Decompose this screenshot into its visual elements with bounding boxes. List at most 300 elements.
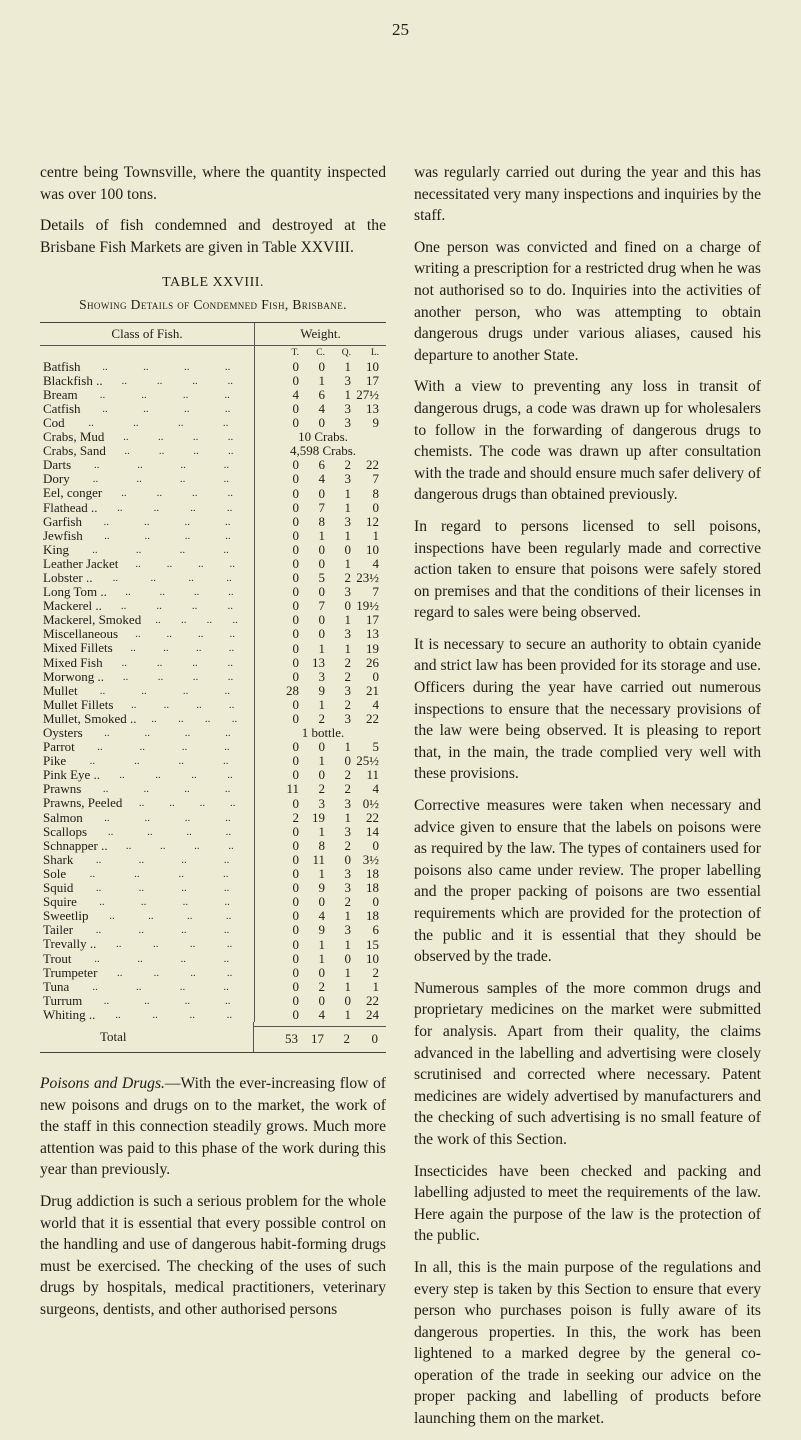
weight-cwt: 6 bbox=[318, 457, 325, 473]
leader-dot: .. bbox=[143, 402, 149, 415]
leader-dot: .. bbox=[121, 656, 128, 669]
leader-dot: .. bbox=[182, 684, 189, 697]
leader-dot: .. bbox=[139, 741, 145, 754]
weight-tons: 0 bbox=[292, 696, 299, 712]
fish-row bbox=[40, 952, 254, 966]
leader-dot: .. bbox=[223, 755, 229, 768]
weight-quarters: 1 bbox=[344, 936, 351, 952]
leader-dot: .. bbox=[104, 811, 110, 824]
leader-dot: .. bbox=[119, 769, 125, 782]
leader-dot: .. bbox=[166, 557, 173, 570]
leader-dot: .. bbox=[231, 712, 238, 725]
leader-dot: .. bbox=[230, 797, 236, 810]
leader-dot: .. bbox=[144, 811, 150, 824]
leader-dot: .. bbox=[188, 571, 194, 584]
fish-row bbox=[40, 472, 254, 486]
fish-name: Dory bbox=[43, 471, 70, 487]
leader-dot: .. bbox=[178, 712, 184, 725]
leader-dot: .. bbox=[144, 529, 150, 542]
leader-dot: .. bbox=[227, 445, 234, 458]
weight-lbs: 5 bbox=[372, 739, 379, 755]
fish-row bbox=[40, 501, 254, 515]
leader-dot: .. bbox=[227, 769, 233, 782]
weight-quarters: 0 bbox=[344, 950, 351, 966]
leader-dot: .. bbox=[194, 839, 200, 852]
leader-dot: .. bbox=[122, 670, 129, 683]
weight-tons: 2 bbox=[292, 809, 299, 825]
leader-dot: .. bbox=[224, 402, 231, 415]
weight-tons: 0 bbox=[292, 527, 299, 543]
weight-row bbox=[255, 867, 386, 881]
weight-tons: 0 bbox=[292, 753, 299, 769]
weight-cwt: 2 bbox=[318, 978, 325, 994]
leader-dot: .. bbox=[224, 896, 230, 909]
weight-row bbox=[255, 712, 386, 726]
fish-name: Trumpeter bbox=[43, 964, 98, 980]
weight-lbs: 26 bbox=[366, 654, 379, 670]
weight-quarters: 1 bbox=[344, 358, 351, 374]
weight-tons: 0 bbox=[292, 767, 299, 783]
leader-dot: .. bbox=[226, 1008, 233, 1021]
leader-dot: .. bbox=[143, 360, 149, 373]
fish-name: Sweetlip bbox=[43, 908, 89, 924]
fish-name: Prawns, Peeled bbox=[43, 795, 123, 811]
leader-dot: .. bbox=[120, 600, 127, 613]
weight-quarters: 0 bbox=[344, 753, 351, 769]
fish-row bbox=[40, 698, 254, 712]
weight-tons: 0 bbox=[292, 711, 299, 726]
weight-row bbox=[255, 458, 386, 472]
weight-lbs: 1 bbox=[372, 527, 379, 543]
leader-dot: .. bbox=[227, 600, 233, 613]
fish-row bbox=[40, 402, 254, 416]
leader-dots bbox=[145, 613, 248, 627]
weight-lbs: 18 bbox=[366, 880, 379, 896]
leader-dot: .. bbox=[227, 656, 234, 669]
weight-units-row bbox=[255, 346, 386, 360]
condemned-fish-table bbox=[40, 322, 386, 1054]
weight-lbs: 21 bbox=[366, 682, 379, 698]
leader-dot: .. bbox=[148, 910, 154, 923]
fish-row bbox=[40, 923, 254, 937]
weight-cwt: 0 bbox=[318, 358, 325, 374]
leader-dot: .. bbox=[191, 600, 198, 613]
weight-cwt: 1 bbox=[318, 753, 325, 769]
weight-note: 1 bottle. bbox=[301, 725, 345, 741]
weight-row bbox=[255, 416, 386, 430]
weight-tons: 0 bbox=[292, 555, 299, 571]
weight-quarters: 1 bbox=[344, 978, 351, 994]
fish-name: Jewfish bbox=[43, 527, 83, 543]
weight-quarters: 1 bbox=[344, 555, 351, 571]
total-lbs: 0 bbox=[371, 1031, 378, 1047]
leader-dots bbox=[91, 825, 248, 839]
fish-row bbox=[40, 966, 254, 980]
leader-dots bbox=[86, 994, 248, 1008]
weight-tons: 0 bbox=[292, 372, 299, 388]
fish-row bbox=[40, 458, 254, 472]
leader-dots bbox=[87, 811, 248, 825]
weight-tons: 0 bbox=[292, 598, 299, 614]
section-heading: Poisons and Drugs. bbox=[40, 1075, 165, 1093]
weight-quarters: 2 bbox=[344, 668, 351, 684]
fish-name: Turrum bbox=[43, 992, 83, 1008]
weight-tons: 4 bbox=[292, 386, 299, 402]
leader-dot: .. bbox=[163, 642, 169, 655]
table-subtitle: Showing Details of Condemned Fish, Brisbane. bbox=[79, 296, 347, 312]
leader-dot: .. bbox=[224, 684, 230, 697]
fish-name: Mixed Fish bbox=[43, 654, 103, 670]
leader-dots bbox=[100, 937, 248, 951]
leader-dot: .. bbox=[141, 684, 147, 697]
fish-name: Shark bbox=[43, 851, 74, 867]
weight-tons: 0 bbox=[292, 668, 299, 684]
fish-name: Batfish bbox=[43, 358, 81, 374]
leader-dot: .. bbox=[94, 459, 100, 472]
weight-quarters: 3 bbox=[344, 415, 351, 431]
weight-lbs: 22 bbox=[366, 992, 379, 1008]
weight-cwt: 1 bbox=[318, 527, 325, 543]
weight-quarters: 1 bbox=[344, 809, 351, 825]
weight-tons: 11 bbox=[286, 781, 299, 797]
leader-dots bbox=[70, 754, 248, 768]
weight-cwt: 1 bbox=[318, 372, 325, 388]
weight-lbs: 22 bbox=[366, 457, 379, 473]
weight-row bbox=[255, 599, 386, 613]
fish-row bbox=[40, 768, 254, 782]
fish-row bbox=[40, 825, 254, 839]
fish-row bbox=[40, 712, 254, 726]
leader-dot: .. bbox=[226, 571, 232, 584]
fish-name: Pink Eye .. bbox=[43, 767, 101, 783]
fish-name: Darts bbox=[43, 457, 72, 473]
leader-dot: .. bbox=[226, 966, 233, 979]
weight-quarters: 3 bbox=[344, 372, 351, 388]
fish-row bbox=[40, 980, 254, 994]
leader-dots bbox=[79, 740, 248, 754]
poisons-paragraph bbox=[40, 1073, 386, 1181]
fish-name: Scallops bbox=[43, 823, 88, 839]
weight-quarters: 2 bbox=[344, 654, 351, 670]
fish-name: Trout bbox=[43, 950, 72, 966]
weight-lbs: 0 bbox=[372, 499, 379, 515]
weight-cwt: 4 bbox=[318, 471, 325, 487]
weight-row bbox=[255, 515, 386, 529]
weight-tons: 0 bbox=[292, 541, 299, 557]
weight-note: 10 Crabs. bbox=[298, 429, 348, 445]
weight-lbs: 23½ bbox=[356, 570, 379, 586]
weight-quarters: 3 bbox=[344, 584, 351, 600]
leader-dot: .. bbox=[124, 445, 130, 458]
fish-name: Catfish bbox=[43, 400, 81, 416]
weight-cwt: 1 bbox=[318, 950, 325, 966]
fish-row bbox=[40, 909, 254, 923]
leader-dots bbox=[102, 501, 248, 515]
weight-quarters: 2 bbox=[344, 767, 351, 783]
weight-tons: 0 bbox=[292, 485, 299, 501]
leader-dot: .. bbox=[198, 628, 204, 641]
weight-lbs: 10 bbox=[366, 541, 379, 557]
weight-cwt: 4 bbox=[318, 400, 325, 416]
weight-row bbox=[255, 402, 386, 416]
leader-dot: .. bbox=[190, 966, 196, 979]
leader-dot: .. bbox=[95, 853, 102, 866]
weight-cwt: 0 bbox=[318, 485, 325, 501]
leader-dot: .. bbox=[184, 811, 191, 824]
leader-dots bbox=[122, 557, 248, 571]
weight-cwt: 1 bbox=[318, 696, 325, 712]
weight-row bbox=[255, 980, 386, 994]
leader-dots bbox=[117, 698, 248, 712]
weight-cwt: 7 bbox=[318, 598, 325, 614]
weight-row bbox=[255, 909, 386, 923]
leader-dots bbox=[107, 374, 248, 388]
weight-tons: 0 bbox=[292, 584, 299, 600]
fish-row bbox=[40, 557, 254, 571]
leader-dots bbox=[96, 571, 248, 585]
body-paragraph: In regard to persons licensed to sell poisons, inspections have been regularly made and corrective action taken to ensure that poisons were safely stored on premises and that the conditions of their licenses in regard to sales were being observed. bbox=[414, 517, 761, 622]
weight-lbs: 18 bbox=[366, 908, 379, 924]
weight-tons: 0 bbox=[292, 950, 299, 966]
leader-dots bbox=[69, 416, 248, 430]
weight-row bbox=[255, 557, 386, 571]
fish-name: Bream bbox=[43, 386, 78, 402]
weight-tons: 0 bbox=[292, 823, 299, 839]
fish-row bbox=[40, 543, 254, 557]
leader-dot: .. bbox=[177, 416, 184, 429]
leader-dots bbox=[112, 839, 248, 853]
weight-row bbox=[255, 839, 386, 853]
fish-name: Tailer bbox=[43, 922, 74, 938]
weight-lbs: 0½ bbox=[362, 795, 379, 811]
weight-quarters: 1 bbox=[344, 612, 351, 628]
intro-paragraph: centre being Townsville, where the quantity inspected was over 100 tons. bbox=[40, 164, 386, 203]
fish-name: Tuna bbox=[43, 978, 70, 994]
leader-dot: .. bbox=[178, 755, 185, 768]
weight-cwt: 1 bbox=[318, 866, 325, 882]
leader-dots bbox=[77, 923, 248, 937]
leader-dot: .. bbox=[99, 388, 106, 401]
leader-dot: .. bbox=[138, 853, 145, 866]
fish-row bbox=[40, 360, 254, 374]
leader-dot: .. bbox=[103, 515, 109, 528]
weight-row bbox=[255, 782, 386, 796]
leader-dot: .. bbox=[182, 896, 189, 909]
weight-lbs: 7 bbox=[372, 471, 379, 487]
weight-quarters: 3 bbox=[344, 823, 351, 839]
leader-dots bbox=[106, 486, 248, 500]
leader-dot: .. bbox=[92, 473, 99, 486]
weight-row bbox=[255, 923, 386, 937]
body-paragraph: In all, this is the main purpose of the regulations and every step is taken by this Section to ensure that every person who purchases poison is fully aware of its dangerous properties. In this, the work has been lightened to a marked degree by the general co-operation of the trade in seeking our advice on the proper packing and labelling of products before launching them on the market. bbox=[414, 1258, 761, 1428]
unit-quarters: Q. bbox=[341, 347, 351, 358]
body-paragraph: One person was convicted and fined on a charge of writing a prescription for a restricted drug when he was not authorised so to do. Inquiries into the activities of another person, who was attempting to obtain dangerous drugs under various aliases, caused his departure to another State. bbox=[414, 238, 761, 364]
leader-dot: .. bbox=[156, 656, 163, 669]
leader-dot: .. bbox=[183, 402, 190, 415]
leader-dot: .. bbox=[158, 445, 165, 458]
fish-name: Squire bbox=[43, 894, 77, 910]
fish-row bbox=[40, 571, 254, 585]
weight-row bbox=[255, 825, 386, 839]
leader-dot: .. bbox=[112, 571, 119, 584]
leader-dots bbox=[70, 867, 248, 881]
weight-tons: 0 bbox=[292, 880, 299, 896]
leader-dot: .. bbox=[223, 853, 230, 866]
fish-row bbox=[40, 430, 254, 444]
weight-cwt: 2 bbox=[318, 781, 325, 797]
weight-lbs: 0 bbox=[372, 668, 379, 684]
weight-lbs: 0 bbox=[372, 837, 379, 853]
fish-row bbox=[40, 895, 254, 909]
weight-lbs: 11 bbox=[366, 767, 379, 783]
weight-cwt: 0 bbox=[318, 894, 325, 910]
fish-name: Trevally .. bbox=[43, 936, 97, 952]
weight-quarters: 1 bbox=[344, 908, 351, 924]
weight-cwt: 0 bbox=[318, 612, 325, 628]
weight-cwt: 5 bbox=[318, 570, 325, 586]
fish-row bbox=[40, 881, 254, 895]
leader-dot: .. bbox=[144, 994, 150, 1007]
weight-lbs: 12 bbox=[366, 513, 379, 529]
leader-dot: .. bbox=[192, 487, 198, 500]
weight-note: 4,598 Crabs. bbox=[289, 443, 357, 459]
weight-tons: 0 bbox=[292, 922, 299, 938]
leader-dot: .. bbox=[228, 642, 235, 655]
leader-dot: .. bbox=[182, 388, 189, 401]
weight-quarters: 2 bbox=[344, 837, 351, 853]
fish-name-column bbox=[40, 346, 255, 1023]
fish-row bbox=[40, 839, 254, 853]
leader-dot: .. bbox=[224, 783, 231, 796]
leader-dot: .. bbox=[180, 459, 186, 472]
leader-dots bbox=[75, 952, 248, 966]
weight-quarters: 3 bbox=[344, 922, 351, 938]
leader-dot: .. bbox=[227, 431, 234, 444]
page-number: 25 bbox=[392, 20, 409, 39]
leader-dot: .. bbox=[125, 839, 132, 852]
leader-dot: .. bbox=[184, 994, 191, 1007]
weight-tons: 0 bbox=[292, 837, 299, 853]
leader-dot: .. bbox=[134, 755, 140, 768]
leader-dot: .. bbox=[183, 360, 190, 373]
weight-lbs: 17 bbox=[366, 612, 379, 628]
fish-name: Lobster .. bbox=[43, 569, 93, 585]
fish-row bbox=[40, 726, 254, 740]
leader-dot: .. bbox=[191, 769, 197, 782]
leader-dot: .. bbox=[226, 938, 233, 951]
leader-dot: .. bbox=[181, 741, 188, 754]
weight-lbs: 15 bbox=[366, 936, 379, 952]
weight-lbs: 0 bbox=[372, 894, 379, 910]
weight-cwt: 7 bbox=[318, 499, 325, 515]
total-tons: 53 bbox=[285, 1031, 298, 1047]
weight-lbs: 6 bbox=[372, 922, 379, 938]
unit-lbs: L. bbox=[370, 347, 379, 358]
leader-dot: .. bbox=[92, 543, 98, 556]
leader-dots bbox=[141, 712, 248, 726]
leader-dot: .. bbox=[206, 614, 213, 627]
leader-dot: .. bbox=[135, 557, 141, 570]
weight-lbs: 13 bbox=[366, 400, 379, 416]
fish-name: Salmon bbox=[43, 809, 83, 825]
leader-dot: .. bbox=[227, 487, 233, 500]
weight-tons: 0 bbox=[292, 499, 299, 515]
fish-name: Cod bbox=[43, 414, 65, 430]
weight-tons: 0 bbox=[292, 894, 299, 910]
leader-dot: .. bbox=[147, 825, 153, 838]
leader-dots bbox=[111, 585, 248, 599]
leader-dot: .. bbox=[136, 473, 142, 486]
fish-name: Mullet Fillets bbox=[43, 696, 114, 712]
weight-tons: 0 bbox=[292, 612, 299, 628]
leader-dot: .. bbox=[186, 910, 193, 923]
fish-name: Parrot bbox=[43, 739, 75, 755]
weight-tons: 0 bbox=[292, 795, 299, 811]
weight-lbs: 24 bbox=[366, 1006, 379, 1022]
leader-dot: .. bbox=[184, 783, 190, 796]
leader-dot: .. bbox=[159, 586, 166, 599]
weight-row bbox=[255, 895, 386, 909]
leader-dot: .. bbox=[180, 952, 187, 965]
leader-dot: .. bbox=[195, 642, 202, 655]
weight-row bbox=[255, 543, 386, 557]
leader-dots bbox=[104, 768, 248, 782]
leader-dots bbox=[74, 472, 248, 486]
weight-quarters: 1 bbox=[344, 640, 351, 656]
leader-dot: .. bbox=[157, 670, 164, 683]
weight-quarters: 3 bbox=[344, 711, 351, 726]
weight-quarters: 0 bbox=[344, 541, 351, 557]
leader-dot: .. bbox=[104, 529, 110, 542]
weight-cwt: 9 bbox=[318, 682, 325, 698]
leader-dot: .. bbox=[189, 938, 196, 951]
weight-row bbox=[255, 966, 386, 980]
paragraph-text: —With the ever-increasing flow of new poisons and drugs on to the market, the work of the staff in this connection steadily grows. Much more attention was paid to this phase of the work during this year than previously. bbox=[40, 1075, 386, 1179]
weight-row bbox=[255, 627, 386, 641]
weight-row bbox=[255, 642, 386, 656]
leader-dot: .. bbox=[181, 882, 187, 895]
fish-name: Eel, conger bbox=[43, 485, 103, 501]
leader-dots bbox=[81, 895, 248, 909]
weight-quarters: 1 bbox=[344, 1006, 351, 1022]
leader-dot: .. bbox=[102, 360, 108, 373]
weight-tons: 0 bbox=[292, 415, 299, 431]
leader-dot: .. bbox=[223, 924, 230, 937]
intro-paragraph: Details of fish condemned and destroyed at the Brisbane Fish Markets are given in Table XXVIII. bbox=[40, 217, 386, 256]
table-header bbox=[40, 323, 386, 346]
leader-dot: .. bbox=[186, 825, 192, 838]
weight-cwt: 4 bbox=[318, 1006, 325, 1022]
weight-cwt: 3 bbox=[318, 668, 325, 684]
weight-cwt: 6 bbox=[318, 386, 325, 402]
leader-dot: .. bbox=[121, 487, 127, 500]
weight-row bbox=[255, 853, 386, 867]
leader-dots bbox=[85, 782, 248, 796]
weight-row bbox=[255, 684, 386, 698]
leader-dot: .. bbox=[225, 910, 232, 923]
leader-dot: .. bbox=[99, 896, 105, 909]
fish-name: Mixed Fillets bbox=[43, 640, 113, 656]
fish-name: Schnapper .. bbox=[43, 837, 108, 853]
weight-cwt: 1 bbox=[318, 936, 325, 952]
weight-row bbox=[255, 754, 386, 768]
fish-name: Oysters bbox=[43, 725, 83, 740]
weight-lbs: 19 bbox=[366, 640, 379, 656]
weight-lbs: 8 bbox=[372, 485, 379, 501]
total-label: Total bbox=[40, 1022, 254, 1052]
weight-quarters: 3 bbox=[344, 400, 351, 416]
weight-lbs: 27½ bbox=[356, 386, 379, 402]
